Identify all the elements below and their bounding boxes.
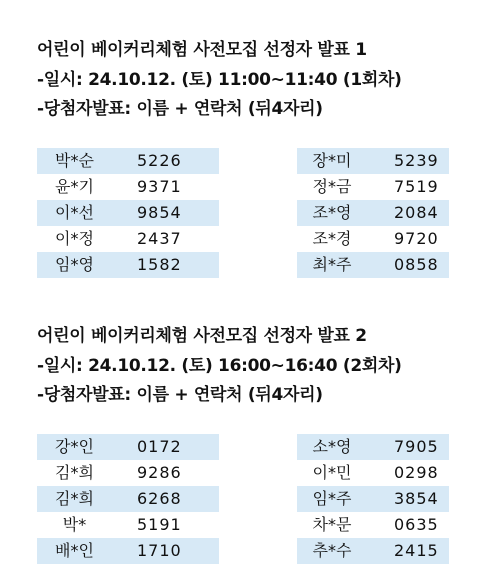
phone-last4: 9720 <box>394 229 439 248</box>
phone-last4: 0858 <box>394 255 439 274</box>
phone-last4: 1710 <box>137 541 182 560</box>
phone-last4: 5191 <box>137 515 182 534</box>
winner-name: 이*민 <box>312 463 352 482</box>
winner-name: 조*경 <box>312 229 352 248</box>
phone-last4: 3854 <box>394 489 439 508</box>
winner-name: 강*인 <box>55 437 94 456</box>
winner-name: 배*인 <box>55 541 94 560</box>
winner-name: 조*영 <box>312 203 352 222</box>
table-row <box>37 512 219 538</box>
table-row <box>37 486 219 512</box>
table-row <box>37 174 219 200</box>
phone-last4: 2084 <box>394 203 439 222</box>
winners-table-left <box>37 434 219 564</box>
table-row <box>297 486 449 512</box>
phone-last4: 1582 <box>137 255 182 274</box>
winner-name: 김*희 <box>55 489 94 508</box>
phone-last4: 2437 <box>137 229 182 248</box>
phone-last4: 6268 <box>137 489 182 508</box>
phone-last4: 0635 <box>394 515 439 534</box>
table-row <box>297 226 449 252</box>
phone-last4: 9286 <box>137 463 182 482</box>
table-row <box>37 200 219 226</box>
winner-name: 윤*기 <box>55 177 94 196</box>
table-row <box>37 252 219 278</box>
table-row <box>37 460 219 486</box>
winner-name: 김*희 <box>55 463 94 482</box>
table-row <box>37 434 219 460</box>
phone-last4: 0172 <box>137 437 182 456</box>
notice-line: -당첨자발표: 이름 + 연락처 (뒤4자리) <box>37 99 323 119</box>
winner-name: 이*정 <box>55 229 94 248</box>
winner-name: 최*주 <box>312 255 352 274</box>
winner-name: 장*미 <box>312 151 352 170</box>
phone-last4: 7519 <box>394 177 439 196</box>
winners-table-left <box>37 148 219 278</box>
table-row <box>297 434 449 460</box>
notice-line: -당첨자발표: 이름 + 연락처 (뒤4자리) <box>37 385 323 405</box>
winner-name: 임*영 <box>55 255 94 274</box>
table-row <box>297 460 449 486</box>
date-line: -일시: 24.10.12. (토) 11:00~11:40 (1회차) <box>37 70 402 90</box>
winners-table-right <box>297 148 449 278</box>
table-row <box>297 538 449 564</box>
section-title: 어린이 베이커리체험 사전모집 선정자 발표 1 <box>37 40 367 60</box>
phone-last4: 0298 <box>394 463 439 482</box>
phone-last4: 9854 <box>137 203 182 222</box>
winner-name: 소*영 <box>312 437 352 456</box>
winner-name: 박* <box>62 515 87 534</box>
table-row <box>297 512 449 538</box>
winner-name: 이*선 <box>55 203 94 222</box>
table-row <box>37 148 219 174</box>
table-row <box>297 174 449 200</box>
winner-name: 추*수 <box>312 541 352 560</box>
phone-last4: 2415 <box>394 541 439 560</box>
phone-last4: 5226 <box>137 151 182 170</box>
table-row <box>297 148 449 174</box>
winner-name: 박*순 <box>55 151 94 170</box>
phone-last4: 7905 <box>394 437 439 456</box>
winner-name: 차*문 <box>312 515 352 534</box>
table-row <box>297 252 449 278</box>
date-line: -일시: 24.10.12. (토) 16:00~16:40 (2회차) <box>37 356 402 376</box>
section-title: 어린이 베이커리체험 사전모집 선정자 발표 2 <box>37 326 367 346</box>
winner-name: 정*금 <box>312 177 352 196</box>
phone-last4: 5239 <box>394 151 439 170</box>
table-row <box>37 538 219 564</box>
table-row <box>37 226 219 252</box>
winner-name: 임*주 <box>312 489 352 508</box>
phone-last4: 9371 <box>137 177 182 196</box>
winners-table-right <box>297 434 449 564</box>
table-row <box>297 200 449 226</box>
